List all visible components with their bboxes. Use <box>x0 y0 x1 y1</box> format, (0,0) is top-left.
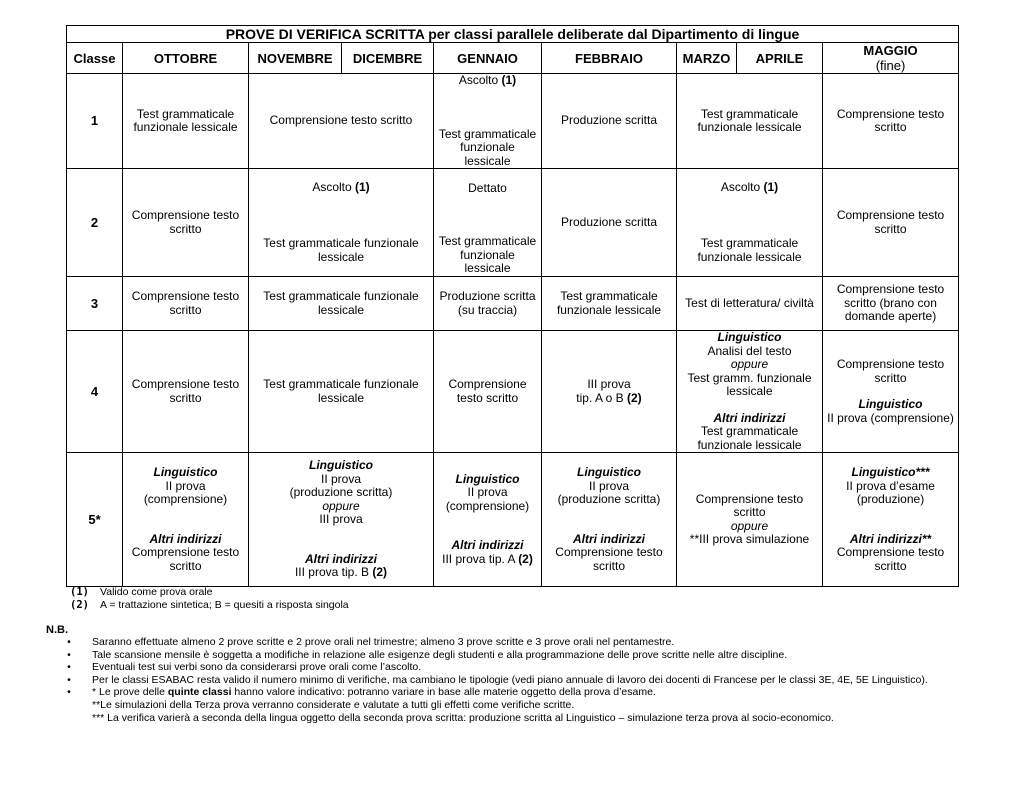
track-label-linguistico: Linguistico <box>455 471 520 486</box>
footnote-1 <box>70 586 970 599</box>
cell-5-gennaio <box>434 453 542 587</box>
cell-text: Comprensione testo scritto <box>695 491 804 519</box>
cell-text: Comprensione testo scritto <box>555 545 663 573</box>
cell-text-oppure: oppure <box>730 518 769 533</box>
cell-text: II prova <box>467 485 508 500</box>
header-maggio <box>823 43 959 74</box>
class-label: 3 <box>67 277 123 331</box>
footnote-ref: (2) <box>518 551 533 566</box>
cell-text: **III prova simulazione <box>689 532 810 546</box>
cell-4-mar-apr <box>677 331 823 453</box>
nb-item-text: Tale scansione mensile è soggetta a modifiche in relazione alle esigenze degli studenti e alla programmazione delle prove scritte nelle altre discipline. <box>92 648 788 661</box>
cell-text: II prova <box>320 471 362 486</box>
cell-text: Analisi del testo <box>707 343 792 358</box>
track-label-altri: Altri indirizzi <box>713 410 786 425</box>
header-ottobre: OTTOBRE <box>123 43 249 74</box>
cell-1-nov-dic: Comprensione testo scritto <box>249 74 434 169</box>
track-label-altri: Altri indirizzi** <box>849 531 932 546</box>
header-febbraio: FEBBRAIO <box>542 43 677 74</box>
track-label-linguistico: Linguistico*** <box>851 465 930 479</box>
track-label-altri: Altri indirizzi <box>305 551 377 566</box>
track-label-linguistico: Linguistico <box>309 458 373 473</box>
header-maggio-label: MAGGIO <box>863 43 918 58</box>
cell-text: Test grammaticale funzionale lessicale <box>697 424 802 452</box>
nb-item-text-bold: quinte classi <box>167 686 232 699</box>
cell-text: Comprensione testo scritto <box>131 545 240 573</box>
cell-1-maggio: Comprensione testo scritto <box>823 74 959 169</box>
nb-item-text-pre: * Le prove delle <box>92 686 165 699</box>
bullet-icon: • <box>67 661 71 674</box>
cell-text: II prova (comprensione) <box>827 410 954 425</box>
cell-text: Test gramm. funzionale lessicale <box>687 370 812 398</box>
table-row-2 <box>67 169 959 277</box>
nb-item-text: Saranno effettuate almeno 2 prove scritte e 2 prove orali nel trimestre; almeno 3 prove scritte e 3 prove orali nel pentamestre. <box>92 636 675 648</box>
cell-2-maggio: Comprensione testo scritto <box>823 169 959 277</box>
list-item <box>46 699 976 712</box>
header-dicembre: DICEMBRE <box>342 43 434 74</box>
cell-text: (comprensione) <box>143 492 228 506</box>
cell-2-gennaio <box>434 169 542 277</box>
track-label-linguistico: Linguistico <box>153 465 218 479</box>
cell-text: (produzione scritta) <box>557 492 661 506</box>
schedule-table <box>66 25 959 587</box>
nb-item-text: Per le classi ESABAC resta valido il numero minimo di verifiche, ma cambiano le tipologie (vedi piano annuale di lavoro dei docenti di Francese per le classi 3E, 4E, 5E Linguistico). <box>92 673 928 686</box>
list-item <box>46 674 976 687</box>
cell-text: III prova tip. A <box>442 551 515 566</box>
cell-text: Test grammaticale funzionale lessicale <box>438 126 537 168</box>
table-title: PROVE DI VERIFICA SCRITTA per classi parallele deliberate dal Dipartimento di lingue <box>67 26 959 43</box>
header-novembre: NOVEMBRE <box>249 43 342 74</box>
cell-3-nov-dic: Test grammaticale funzionale lessicale <box>249 277 434 331</box>
cell-5-maggio <box>823 453 959 587</box>
cell-text: II prova <box>165 478 206 493</box>
table-row-5 <box>67 453 959 587</box>
cell-4-febbraio <box>542 331 677 453</box>
header-row <box>67 43 959 74</box>
cell-5-ottobre <box>123 453 249 587</box>
track-label-altri: Altri indirizzi <box>451 538 524 553</box>
class-label: 2 <box>67 169 123 277</box>
nb-extra-text: **Le simulazioni della Terza prova verranno considerate e valutate a tutti gli effetti come verifiche scritte. <box>92 698 575 711</box>
nb-extra-text: *** La verifica varierà a seconda della lingua oggetto della seconda prova scritta: produzione scritta al Linguistico – simulazione terza prova al socio-economico. <box>92 711 834 724</box>
cell-1-ottobre: Test grammaticale funzionale lessicale <box>123 74 249 169</box>
footnote-ref: (1) <box>501 73 517 87</box>
cell-text: Comprensione testo scritto <box>836 545 945 573</box>
header-marzo: MARZO <box>677 43 737 74</box>
cell-1-mar-apr: Test grammaticale funzionale lessicale <box>677 74 823 169</box>
nb-item-text: Eventuali test sui verbi sono da considerarsi prove orali come l’ascolto. <box>92 661 422 674</box>
cell-text: Ascolto <box>720 180 761 194</box>
cell-text: Test grammaticale funzionale lessicale <box>438 234 537 275</box>
class-label: 1 <box>67 74 123 169</box>
bullet-icon: • <box>67 636 71 648</box>
track-label-linguistico: Linguistico <box>717 330 782 344</box>
cell-text: Ascolto <box>312 180 352 194</box>
cell-text: (produzione) <box>856 492 925 506</box>
table-row-4 <box>67 331 959 453</box>
cell-text: Ascolto <box>458 73 499 87</box>
cell-5-febbraio <box>542 453 677 587</box>
cell-text: tip. A o B <box>576 390 624 405</box>
table-row-1 <box>67 74 959 169</box>
header-maggio-sub: (fine) <box>875 58 906 73</box>
header-gennaio: GENNAIO <box>434 43 542 74</box>
bullet-icon: • <box>67 648 71 661</box>
footnote-key: (1) <box>70 586 89 598</box>
nb-list <box>46 636 976 724</box>
cell-text-oppure: oppure <box>730 357 769 371</box>
cell-2-nov-dic <box>249 169 434 277</box>
footnote-ref: (2) <box>372 565 388 580</box>
table-row-3 <box>67 277 959 331</box>
cell-text: III prova <box>587 377 631 391</box>
bullet-icon: • <box>67 686 71 699</box>
footnotes <box>70 586 970 611</box>
footnote-ref: (2) <box>627 390 642 405</box>
cell-5-nov-dic <box>249 453 434 587</box>
cell-4-ottobre: Comprensione testo scritto <box>123 331 249 453</box>
footnote-ref: (1) <box>763 180 779 194</box>
footnote-key: (2) <box>70 598 89 611</box>
list-item <box>46 661 976 674</box>
list-item <box>46 636 976 649</box>
cell-2-mar-apr <box>677 169 823 277</box>
cell-2-ottobre: Comprensione testo scritto <box>123 169 249 277</box>
cell-1-gennaio <box>434 74 542 169</box>
cell-text: Comprensione testo scritto <box>836 357 945 385</box>
cell-4-maggio <box>823 331 959 453</box>
cell-5-mar-apr <box>677 453 823 587</box>
list-item <box>46 686 976 699</box>
footnote-2 <box>70 599 970 612</box>
nb-item-text <box>92 686 976 699</box>
cell-text: Test grammaticale funzionale lessicale <box>697 236 802 264</box>
cell-3-febbraio: Test grammaticale funzionale lessicale <box>542 277 677 331</box>
header-classe: Classe <box>67 43 123 74</box>
list-item <box>46 712 976 725</box>
cell-text: Test grammaticale funzionale lessicale <box>263 236 419 264</box>
cell-text: (produzione scritta) <box>289 485 393 500</box>
cell-text-oppure: oppure <box>322 498 360 513</box>
cell-text: (comprensione) <box>445 498 530 513</box>
footnote-text: A = trattazione sintetica; B = quesiti a risposta singola <box>100 598 349 611</box>
footnote-ref: (1) <box>355 180 370 194</box>
cell-text: Dettato <box>468 180 507 195</box>
cell-1-febbraio: Produzione scritta <box>542 74 677 169</box>
cell-4-gennaio: Comprensione testo scritto <box>434 331 542 453</box>
cell-text: III prova tip. B <box>294 565 370 580</box>
cell-3-mar-apr: Test di letteratura/ civiltà <box>677 277 823 331</box>
cell-4-nov-dic: Test grammaticale funzionale lessicale <box>249 331 434 453</box>
list-item <box>46 649 976 662</box>
class-label: 4 <box>67 331 123 453</box>
nb-label: N.B. <box>46 624 68 636</box>
track-label-linguistico: Linguistico <box>577 465 641 479</box>
cell-text: III prova <box>319 512 363 527</box>
track-label-linguistico: Linguistico <box>858 397 923 411</box>
cell-2-febbraio: Produzione scritta <box>542 169 677 277</box>
cell-text: II prova <box>588 478 630 493</box>
bullet-icon: • <box>67 673 71 686</box>
cell-text: II prova d’esame <box>846 478 935 493</box>
cell-3-maggio: Comprensione testo scritto (brano con domande aperte) <box>823 277 959 331</box>
footnote-text: Valido come prova orale <box>100 586 213 598</box>
track-label-altri: Altri indirizzi <box>149 531 222 546</box>
cell-3-ottobre: Comprensione testo scritto <box>123 277 249 331</box>
track-label-altri: Altri indirizzi <box>573 531 645 546</box>
nb-item-text-post: hanno valore indicativo: potranno variare in base alle materie oggetto della prova d’esame. <box>234 686 656 699</box>
class-label: 5* <box>67 453 123 587</box>
cell-3-gennaio: Produzione scritta (su traccia) <box>434 277 542 331</box>
header-aprile: APRILE <box>737 43 823 74</box>
